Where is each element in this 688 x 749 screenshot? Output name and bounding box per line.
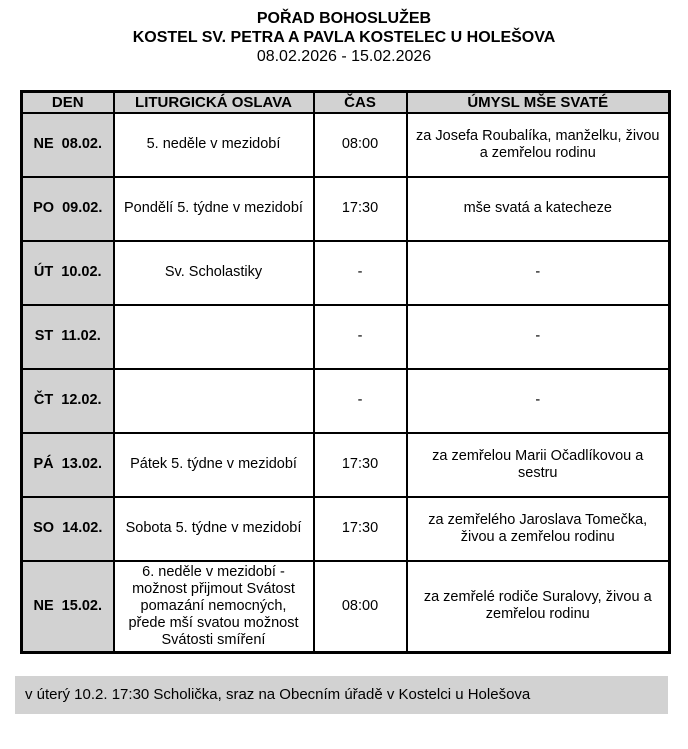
day-cell: PO 09.02. bbox=[22, 177, 114, 241]
title-block bbox=[0, 0, 688, 67]
time-cell: 17:30 bbox=[314, 433, 407, 497]
table-header-row bbox=[22, 92, 670, 113]
celebration-cell: 5. neděle v mezidobí bbox=[114, 113, 314, 177]
date-range: 08.02.2026 - 15.02.2026 bbox=[256, 48, 432, 65]
time-cell: 08:00 bbox=[314, 113, 407, 177]
day-cell: NE 08.02. bbox=[22, 113, 114, 177]
intention-cell: - bbox=[407, 241, 670, 305]
celebration-cell: Pondělí 5. týdne v mezidobí bbox=[114, 177, 314, 241]
col-header-celebration: LITURGICKÁ OSLAVA bbox=[114, 92, 314, 113]
day-cell: ÚT 10.02. bbox=[22, 241, 114, 305]
intention-cell: za zemřelého Jaroslava Tomečka, živou a zemřelou rodinu bbox=[407, 497, 670, 561]
intention-cell: mše svatá a katecheze bbox=[407, 177, 670, 241]
celebration-cell: Sobota 5. týdne v mezidobí bbox=[114, 497, 314, 561]
table-row bbox=[22, 305, 670, 369]
table-row bbox=[22, 433, 670, 497]
celebration-cell: Pátek 5. týdne v mezidobí bbox=[114, 433, 314, 497]
page-subtitle: KOSTEL SV. PETRA A PAVLA KOSTELEC U HOLEŠOVA bbox=[132, 29, 556, 46]
table-row bbox=[22, 113, 670, 177]
schedule-table bbox=[20, 90, 671, 654]
day-cell: SO 14.02. bbox=[22, 497, 114, 561]
day-cell: ST 11.02. bbox=[22, 305, 114, 369]
time-cell: - bbox=[314, 305, 407, 369]
page-title: POŘAD BOHOSLUŽEB bbox=[256, 10, 432, 27]
announcement-bar bbox=[15, 676, 668, 714]
celebration-cell bbox=[114, 369, 314, 433]
table-row bbox=[22, 497, 670, 561]
intention-cell: - bbox=[407, 369, 670, 433]
day-cell: ČT 12.02. bbox=[22, 369, 114, 433]
celebration-cell: Sv. Scholastiky bbox=[114, 241, 314, 305]
col-header-day: DEN bbox=[22, 92, 114, 113]
intention-cell: za zemřelé rodiče Suralovy, živou a zemřelou rodinu bbox=[407, 561, 670, 653]
intention-cell: - bbox=[407, 305, 670, 369]
celebration-cell: 6. neděle v mezidobí - možnost přijmout Svátost pomazání nemocných, přede mší svatou možnost Svátosti smíření bbox=[114, 561, 314, 653]
table-row bbox=[22, 177, 670, 241]
day-cell: NE 15.02. bbox=[22, 561, 114, 653]
time-cell: - bbox=[314, 241, 407, 305]
announcement-text: v úterý 10.2. 17:30 Scholička, sraz na Obecním úřadě v Kostelci u Holešova bbox=[25, 686, 531, 703]
table-row bbox=[22, 369, 670, 433]
col-header-intention: ÚMYSL MŠE SVATÉ bbox=[407, 92, 670, 113]
col-header-time: ČAS bbox=[314, 92, 407, 113]
intention-cell: za Josefa Roubalíka, manželku, živou a zemřelou rodinu bbox=[407, 113, 670, 177]
time-cell: 08:00 bbox=[314, 561, 407, 653]
time-cell: - bbox=[314, 369, 407, 433]
celebration-cell bbox=[114, 305, 314, 369]
intention-cell: za zemřelou Marii Očadlíkovou a sestru bbox=[407, 433, 670, 497]
table-row bbox=[22, 561, 670, 653]
table-row bbox=[22, 241, 670, 305]
time-cell: 17:30 bbox=[314, 497, 407, 561]
day-cell: PÁ 13.02. bbox=[22, 433, 114, 497]
time-cell: 17:30 bbox=[314, 177, 407, 241]
